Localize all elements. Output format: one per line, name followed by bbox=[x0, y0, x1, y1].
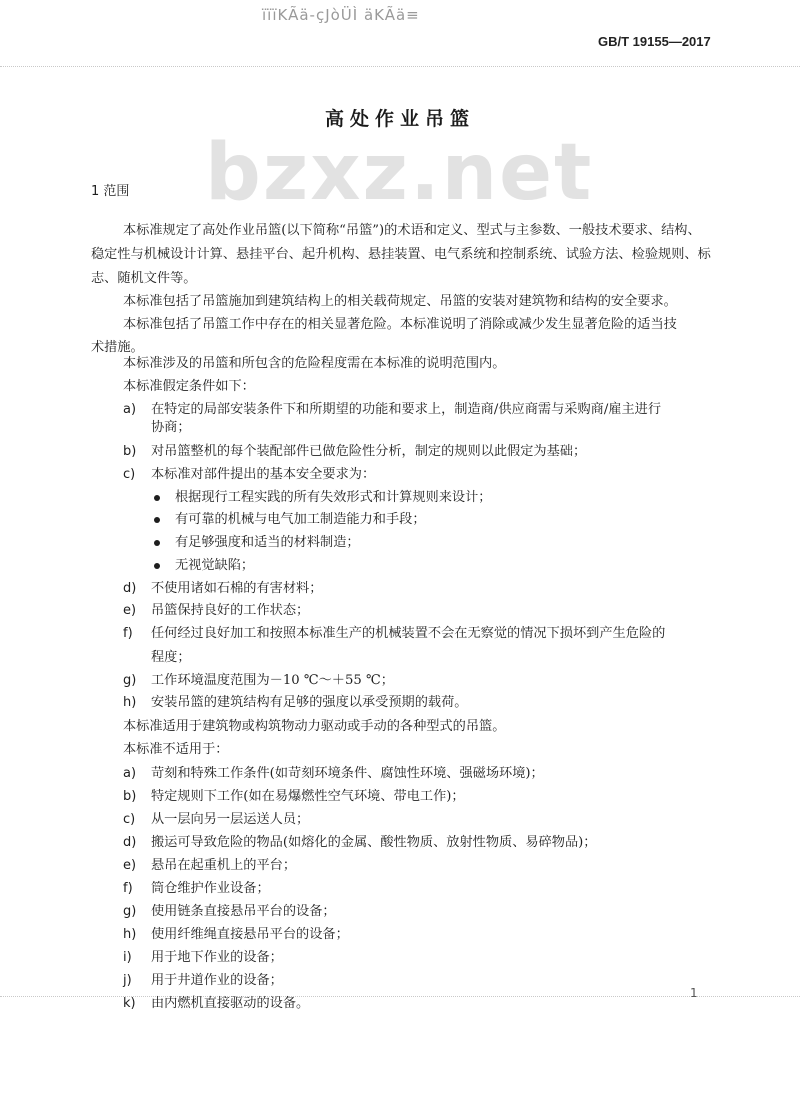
standard-number: GB/T 19155—2017 bbox=[598, 34, 711, 49]
list-marker: i) bbox=[123, 950, 132, 965]
body-line: 本标准不适用于： bbox=[123, 742, 229, 757]
list-item-text: 程度； bbox=[151, 650, 191, 665]
bottom-dotted-rule bbox=[0, 996, 800, 997]
body-line: 稳定性与机械设计计算、悬挂平台、起升机构、悬挂装置、电气系统和控制系统、试验方法、检验规则、标 bbox=[91, 247, 711, 262]
list-item-text: 安装吊篮的建筑结构有足够的强度以承受预期的载荷。 bbox=[151, 695, 468, 710]
bullet-icon bbox=[154, 517, 160, 523]
body-line: 术措施。 bbox=[91, 340, 144, 355]
watermark: bzxz.net bbox=[205, 128, 594, 218]
document-title: 高处作业吊篮 bbox=[324, 108, 475, 130]
bullet-item-text: 根据现行工程实践的所有失效形式和计算规则来设计； bbox=[175, 490, 492, 505]
list-item-text: 在特定的局部安装条件下和所期望的功能和要求上，制造商/供应商需与采购商/雇主进行 bbox=[151, 402, 662, 417]
list-item-text: 使用链条直接悬吊平台的设备； bbox=[151, 904, 336, 919]
list-marker: a) bbox=[123, 402, 137, 417]
bullet-icon bbox=[154, 495, 160, 501]
list-marker: g) bbox=[123, 904, 137, 919]
section-heading: 1 范围 bbox=[91, 184, 130, 199]
list-item-text: 筒仓维护作业设备； bbox=[151, 881, 270, 896]
body-line: 本标准假定条件如下： bbox=[123, 379, 255, 394]
body-line: 本标准适用于建筑物或构筑物动力驱动或手动的各种型式的吊篮。 bbox=[123, 719, 506, 734]
list-marker: e) bbox=[123, 858, 137, 873]
list-marker: b) bbox=[123, 444, 137, 459]
list-item-text: 从一层向另一层运送人员； bbox=[151, 812, 310, 827]
list-marker: f) bbox=[123, 881, 133, 896]
top-dotted-rule bbox=[0, 66, 800, 67]
list-item-text: 使用纤维绳直接悬吊平台的设备； bbox=[151, 927, 349, 942]
list-item-text: 工作环境温度范围为－10 ℃～＋55 ℃； bbox=[151, 673, 394, 688]
bullet-icon bbox=[154, 563, 160, 569]
bullet-item-text: 有足够强度和适当的材料制造； bbox=[175, 535, 360, 550]
body-line: 本标准包括了吊篮工作中存在的相关显著危险。本标准说明了消除或减少发生显著危险的适当技 bbox=[123, 317, 677, 332]
list-item-text: 吊篮保持良好的工作状态； bbox=[151, 603, 310, 618]
list-item-text: 对吊篮整机的每个装配部件已做危险性分析，制定的规则以此假定为基础； bbox=[151, 444, 587, 459]
list-marker: g) bbox=[123, 673, 137, 688]
list-marker: j) bbox=[123, 973, 132, 988]
list-marker: d) bbox=[123, 581, 137, 596]
header-garbled-text: ïïïKÃä-çJòÜÌ äKÃä≡ bbox=[262, 6, 420, 24]
list-item-text: 由内燃机直接驱动的设备。 bbox=[151, 996, 310, 1011]
list-marker: f) bbox=[123, 626, 133, 641]
list-marker: k) bbox=[123, 996, 136, 1011]
list-marker: h) bbox=[123, 695, 137, 710]
list-marker: e) bbox=[123, 603, 137, 618]
list-marker: b) bbox=[123, 789, 137, 804]
body-line: 本标准包括了吊篮施加到建筑结构上的相关载荷规定、吊篮的安装对建筑物和结构的安全要求。 bbox=[123, 294, 677, 309]
body-line: 志、随机文件等。 bbox=[91, 271, 197, 286]
list-item-text: 悬吊在起重机上的平台； bbox=[151, 858, 297, 873]
list-item-text: 本标准对部件提出的基本安全要求为： bbox=[151, 467, 376, 482]
list-item-text: 任何经过良好加工和按照本标准生产的机械装置不会在无察觉的情况下损坏到产生危险的 bbox=[151, 626, 666, 641]
bullet-item-text: 无视觉缺陷； bbox=[175, 558, 255, 573]
list-marker: c) bbox=[123, 812, 136, 827]
list-item-text: 用于地下作业的设备； bbox=[151, 950, 283, 965]
bullet-item-text: 有可靠的机械与电气加工制造能力和手段； bbox=[175, 512, 426, 527]
list-item-text: 用于井道作业的设备； bbox=[151, 973, 283, 988]
list-marker: h) bbox=[123, 927, 137, 942]
list-item-text: 协商； bbox=[151, 420, 191, 435]
body-line: 本标准规定了高处作业吊篮(以下简称“吊篮”)的术语和定义、型式与主参数、一般技术要求、结构、 bbox=[123, 223, 701, 238]
list-marker: c) bbox=[123, 467, 136, 482]
list-marker: a) bbox=[123, 766, 137, 781]
page-number: 1 bbox=[690, 986, 698, 1000]
list-item-text: 苛刻和特殊工作条件(如苛刻环境条件、腐蚀性环境、强磁场环境)； bbox=[151, 766, 544, 781]
bullet-icon bbox=[154, 540, 160, 546]
list-item-text: 不使用诸如石棉的有害材料； bbox=[151, 581, 323, 596]
body-line: 本标准涉及的吊篮和所包含的危险程度需在本标准的说明范围内。 bbox=[123, 356, 506, 371]
list-marker: d) bbox=[123, 835, 137, 850]
list-item-text: 搬运可导致危险的物品(如熔化的金属、酸性物质、放射性物质、易碎物品)； bbox=[151, 835, 597, 850]
list-item-text: 特定规则下工作(如在易爆燃性空气环境、带电工作)； bbox=[151, 789, 465, 804]
